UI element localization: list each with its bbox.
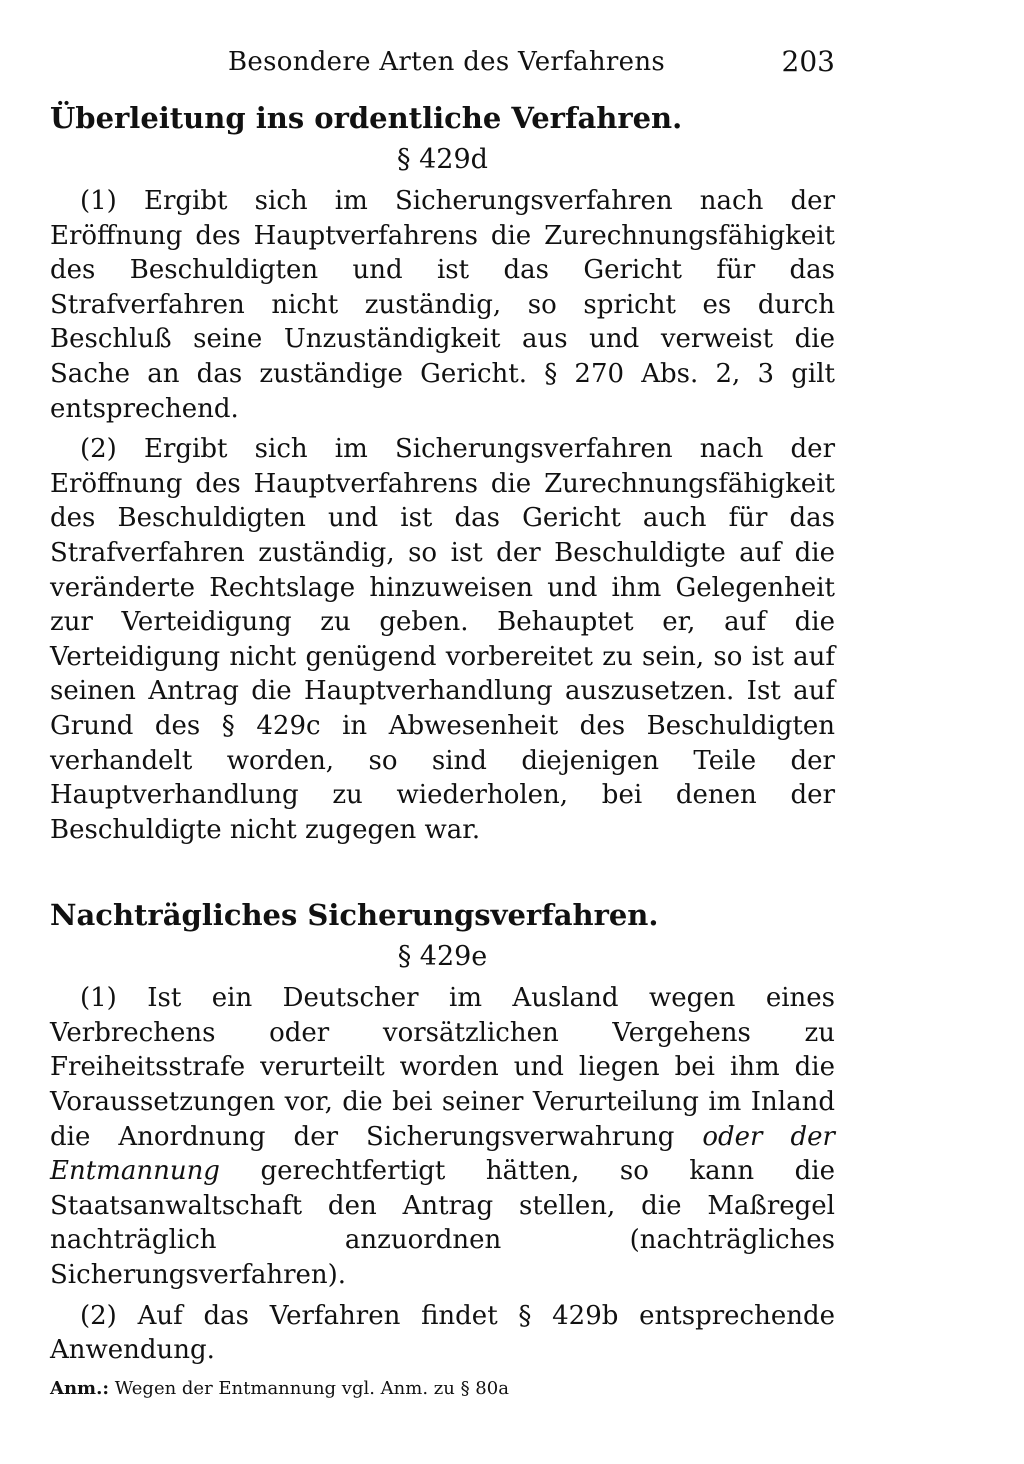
subsection-2: (2) Auf das Verfahren findet § 429b entsprechende Anwendung.: [50, 1300, 835, 1366]
paragraph-number: § 429e: [397, 941, 488, 973]
note-text: Wegen der Entmannung vgl. Anm. zu § 80a: [109, 1377, 509, 1399]
note-label: Anm.:: [50, 1377, 110, 1399]
subsection-1: (1) Ergibt sich im Sicherungsverfahren nach der Eröffnung des Hauptverfahrens die Zurechnungsfähigkeit des Beschuldigten und ist das Gericht für das Strafverfahren nicht zuständig, so spricht es durch Beschluß seine Unzuständigkeit aus und verweist die Sache an das zuständige Gericht. § 270 Abs. 2, 3 gilt entsprechend.: [50, 186, 835, 424]
section-spacer: [50, 847, 835, 883]
subsection-1: [50, 981, 835, 1292]
subsection-text: gerechtfertigt hätten, so kann die Staatsanwaltschaft den Antrag stellen, die Maßregel nachträglich anzuordnen (nachträgliches Sicherungsverfahren).: [50, 1156, 835, 1291]
page-number: 203: [781, 45, 835, 78]
subsection-text: (1) Ist ein Deutscher im Ausland wegen eines Verbrechens oder vorsätzlichen Vergehens zu Freiheitsstrafe verurteilt worden und liegen bei ihm die Voraussetzungen vor, die bei seiner Verurteilung im Inland die Anordnung der Sicherungsverwahrung: [50, 983, 835, 1152]
italic-insertion: oder der Entmannung: [50, 1121, 835, 1187]
section-heading: Nachträgliches Sicherungsverfahren.: [50, 898, 659, 933]
subsection-2: (2) Ergibt sich im Sicherungsverfahren nach der Eröffnung des Hauptverfahrens die Zurechnungsfähigkeit des Beschuldigten und ist das Gericht auch für das Strafverfahren zuständig, so ist der Beschuldigte auf die veränderte Rechtslage hinzuweisen und ihm Gelegenheit zur Verteidigung zu geben. Behauptet er, auf die Verteidigung nicht genügend vorbereitet zu sein, so ist auf seinen Antrag die Hauptverhandlung auszusetzen. Ist auf Grund des § 429c in Abwesenheit des Beschuldigten verhandelt worden, so sind diejenigen Teile der Hauptverhandlung zu wiederholen, bei denen der Beschuldigte nicht zugegen war.: [50, 434, 835, 845]
section-heading: Überleitung ins ordentliche Verfahren.: [50, 101, 683, 135]
paragraph-number: § 429d: [397, 144, 488, 175]
section-429d: [50, 98, 835, 847]
annotation-note: [50, 1376, 835, 1402]
section-429e: [50, 895, 835, 1368]
document-page: [50, 38, 835, 1402]
running-title: Besondere Arten des Verfahrens: [228, 47, 666, 77]
running-header: [50, 38, 835, 86]
